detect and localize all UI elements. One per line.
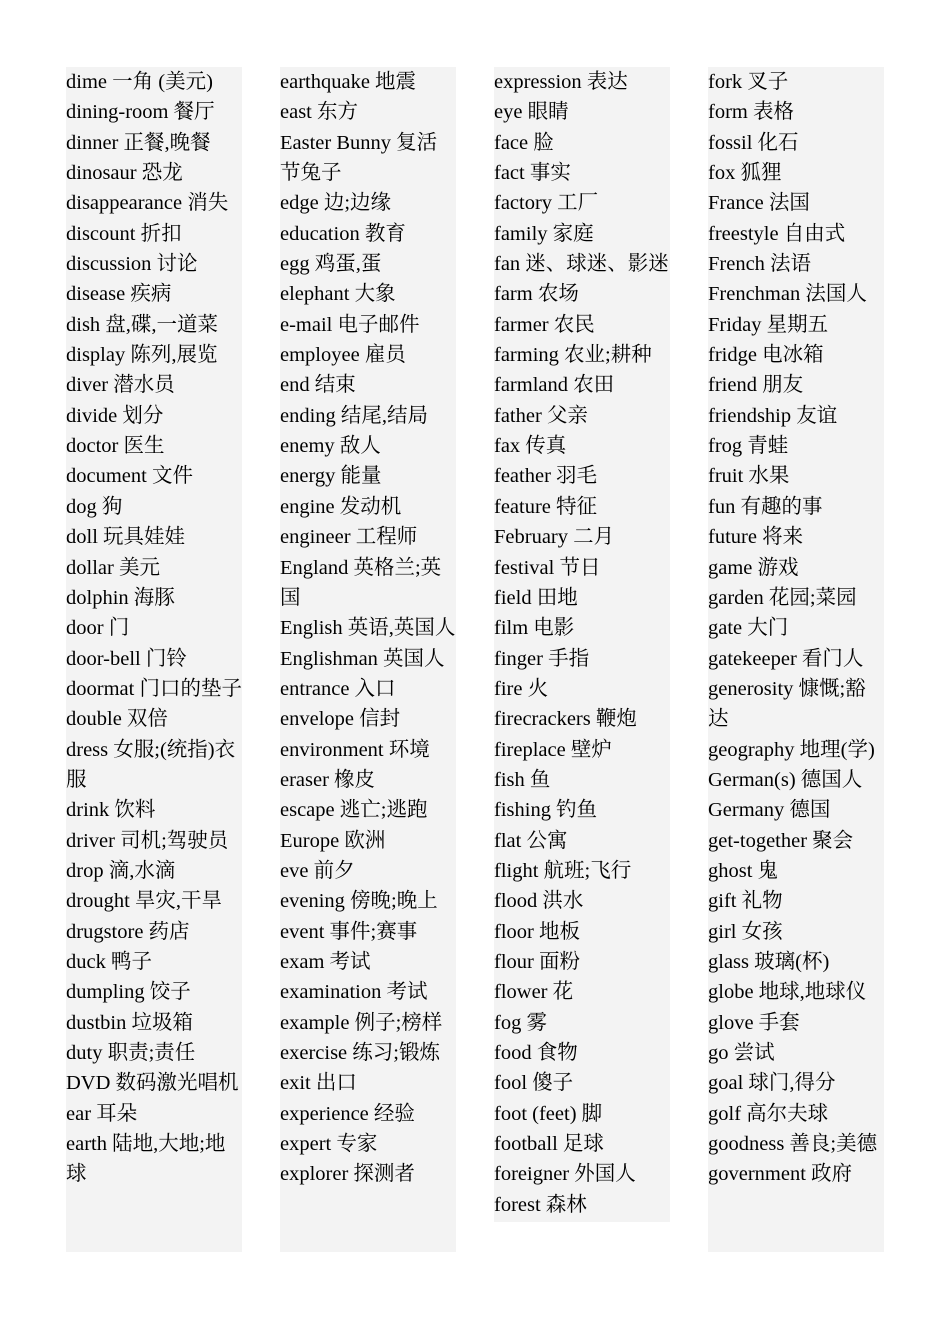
vocab-entry: example 例子;榜样	[280, 1011, 443, 1034]
vocab-entry: government 政府	[708, 1163, 853, 1186]
vocab-entry: dinosaur 恐龙	[66, 162, 183, 185]
vocab-entry: entrance 入口	[280, 677, 396, 700]
vocab-entry: explorer 探测者	[280, 1163, 415, 1186]
vocab-entry: dining-room 餐厅	[66, 101, 215, 124]
vocab-entry: fact 事实	[494, 162, 571, 185]
vocab-entry: dolphin 海豚	[66, 586, 175, 609]
vocab-entry: floor 地板	[494, 920, 580, 943]
vocab-entry: gatekeeper 看门人	[708, 647, 864, 670]
vocab-entry: divide 划分	[66, 404, 164, 427]
vocab-entry: golf 高尔夫球	[708, 1102, 829, 1125]
vocab-entry: farmland 农田	[494, 374, 615, 397]
vocab-entry: drop 滴,水滴	[66, 859, 176, 882]
vocab-entry: garden 花园;菜园	[708, 586, 857, 609]
vocab-entry: eve 前夕	[280, 859, 355, 882]
vocab-entry: dollar 美元	[66, 556, 160, 579]
vocab-entry: duty 职责;责任	[66, 1042, 196, 1064]
vocab-entry: east 东方	[280, 101, 358, 124]
vocab-entry: future 将来	[708, 526, 804, 549]
vocab-entry: foreigner 外国人	[494, 1163, 636, 1186]
vocab-entry: doll 玩具娃娃	[66, 526, 186, 549]
vocab-entry: German(s) 德国人	[708, 768, 863, 791]
vocab-entry: friendship 友谊	[708, 404, 838, 427]
vocab-entry: February 二月	[494, 526, 615, 549]
vocab-entry: glove 手套	[708, 1011, 800, 1034]
vocab-entry: family 家庭	[494, 222, 594, 245]
vocab-entry: fork 叉子	[708, 71, 789, 93]
vocab-entry: dime 一角 (美元)	[66, 71, 213, 93]
vocab-entry: foot (feet) 脚	[494, 1102, 603, 1125]
word-column-4	[708, 67, 884, 1252]
vocab-entry: disease 疾病	[66, 283, 172, 306]
vocab-entry: Europe 欧洲	[280, 829, 386, 852]
vocab-entry: engine 发动机	[280, 495, 402, 518]
vocab-entry: fog 雾	[494, 1011, 547, 1034]
vocab-entry: discount 折扣	[66, 222, 182, 245]
vocab-entry: feature 特征	[494, 495, 598, 518]
vocab-entry: forest 森林	[494, 1193, 587, 1216]
vocab-entry: gate 大门	[708, 617, 789, 640]
vocab-entry: fireplace 壁炉	[494, 738, 612, 761]
vocab-entry: French 法语	[708, 253, 812, 276]
vocab-entry: evening 傍晚;晚上	[280, 890, 438, 913]
vocab-entry: employee 雇员	[280, 344, 406, 367]
vocab-entry: end 结束	[280, 374, 356, 397]
vocab-entry: go 尝试	[708, 1042, 775, 1064]
vocab-entry: fridge 电冰箱	[708, 344, 824, 367]
vocab-entry: friend 朋友	[708, 374, 804, 397]
vocab-entry: dress 女服;(统指)衣服	[66, 738, 236, 791]
vocab-entry: expression 表达	[494, 71, 628, 93]
vocab-entry: energy 能量	[280, 465, 382, 488]
vocab-entry: fire 火	[494, 677, 549, 700]
vocab-entry: fax 传真	[494, 435, 567, 458]
word-column-3	[494, 67, 670, 1222]
vocab-entry: door 门	[66, 617, 130, 640]
vocab-entry: edge 边;边缘	[280, 192, 392, 215]
vocab-entry: flour 面粉	[494, 950, 580, 973]
vocab-entry: exit 出口	[280, 1072, 357, 1095]
vocab-entry: Germany 德国	[708, 799, 831, 822]
vocab-entry: dish 盘,碟,一道菜	[66, 313, 219, 336]
vocab-entry: film 电影	[494, 617, 575, 640]
vocab-entry: factory 工厂	[494, 192, 599, 215]
vocab-entry: farm 农场	[494, 283, 579, 306]
vocab-entry: farming 农业;耕种	[494, 344, 652, 367]
vocab-entry: flower 花	[494, 981, 574, 1004]
vocab-entry: flood 洪水	[494, 890, 584, 913]
vocab-entry: fun 有趣的事	[708, 495, 823, 518]
vocab-entry: fish 鱼	[494, 768, 551, 791]
vocab-entry: education 教育	[280, 222, 406, 245]
vocab-entry: dinner 正餐,晚餐	[66, 131, 211, 154]
vocab-entry: doormat 门口的垫子	[66, 677, 242, 700]
vocab-entry: freestyle 自由式	[708, 222, 846, 245]
vocab-entry: frog 青蛙	[708, 435, 789, 458]
vocab-entry: drought 旱灾,干旱	[66, 890, 223, 913]
vocab-entry: document 文件	[66, 465, 193, 488]
vocab-entry: finger 手指	[494, 647, 590, 670]
vocab-entry: girl 女孩	[708, 920, 783, 943]
vocab-entry: flat 公寓	[494, 829, 568, 852]
vocab-entry: enemy 敌人	[280, 435, 381, 458]
vocab-entry: disappearance 消失	[66, 192, 229, 215]
vocab-entry: dog 狗	[66, 495, 123, 518]
vocab-entry: exam 考试	[280, 950, 371, 973]
vocab-entry: England 英格兰;英国	[280, 556, 442, 609]
vocab-entry: fox 狐狸	[708, 162, 782, 185]
vocab-entry: fossil 化石	[708, 131, 799, 154]
vocab-entry: father 父亲	[494, 404, 588, 427]
word-column-2	[280, 67, 456, 1252]
vocab-entry: earthquake 地震	[280, 71, 417, 93]
vocab-entry: Easter Bunny 复活节兔子	[280, 131, 438, 185]
vocab-entry: event 事件;赛事	[280, 920, 418, 943]
vocab-entry: glass 玻璃(杯)	[708, 950, 830, 973]
vocab-entry: drink 饮料	[66, 799, 156, 822]
vocab-entry: expert 专家	[280, 1133, 378, 1156]
vocab-entry: double 双倍	[66, 708, 168, 731]
vocab-entry: English 英语,英国人	[280, 617, 456, 640]
vocab-entry: DVD 数码激光唱机	[66, 1072, 239, 1095]
vocab-entry: e-mail 电子邮件	[280, 313, 420, 336]
vocab-entry: envelope 信封	[280, 708, 401, 731]
vocab-entry: dumpling 饺子	[66, 981, 191, 1004]
vocab-entry: farmer 农民	[494, 313, 595, 336]
vocab-entry: field 田地	[494, 586, 578, 609]
vocab-entry: drugstore 药店	[66, 920, 190, 943]
vocab-entry: door-bell 门铃	[66, 647, 187, 670]
vocab-entry: elephant 大象	[280, 283, 396, 306]
vocab-entry: engineer 工程师	[280, 526, 418, 549]
vocab-entry: Englishman 英国人	[280, 647, 445, 670]
vocab-entry: France 法国	[708, 192, 810, 215]
vocab-entry: goal 球门,得分	[708, 1072, 836, 1095]
vocab-entry: eraser 橡皮	[280, 768, 376, 791]
vocab-entry: ear 耳朵	[66, 1102, 138, 1125]
vocab-entry: discussion 讨论	[66, 253, 198, 276]
vocab-entry: face 脸	[494, 131, 554, 154]
vocab-entry: festival 节日	[494, 556, 601, 579]
vocab-entry: goodness 善良;美德	[708, 1133, 878, 1156]
vocab-entry: examination 考试	[280, 981, 428, 1004]
vocab-entry: feather 羽毛	[494, 465, 598, 488]
vocab-entry: duck 鸭子	[66, 950, 152, 973]
vocab-entry: doctor 医生	[66, 435, 165, 458]
vocab-entry: egg 鸡蛋,蛋	[280, 253, 382, 276]
vocab-entry: Frenchman 法国人	[708, 283, 867, 306]
vocab-entry: generosity 慷慨;豁达	[708, 677, 866, 731]
vocab-entry: ending 结尾,结局	[280, 404, 429, 427]
vocab-entry: geography 地理(学)	[708, 738, 875, 761]
vocab-entry: ghost 鬼	[708, 859, 779, 882]
vocab-entry: escape 逃亡;逃跑	[280, 799, 428, 822]
vocab-entry: fruit 水果	[708, 465, 790, 488]
vocab-entry: food 食物	[494, 1042, 578, 1064]
vocab-entry: exercise 练习;锻炼	[280, 1042, 440, 1064]
vocab-entry: globe 地球,地球仪	[708, 981, 867, 1004]
vocab-entry: display 陈列,展览	[66, 344, 218, 367]
vocab-entry: fan 迷、球迷、影迷	[494, 253, 669, 276]
vocab-entry: fishing 钓鱼	[494, 799, 598, 822]
vocab-entry: driver 司机;驾驶员	[66, 829, 229, 852]
vocab-entry: experience 经验	[280, 1102, 415, 1125]
vocab-entry: firecrackers 鞭炮	[494, 708, 637, 731]
vocab-entry: football 足球	[494, 1133, 604, 1156]
vocab-entry: diver 潜水员	[66, 374, 175, 397]
vocab-entry: environment 环境	[280, 738, 430, 761]
vocab-entry: eye 眼睛	[494, 101, 569, 124]
vocab-entry: fool 傻子	[494, 1072, 574, 1095]
vocab-entry: get-together 聚会	[708, 829, 854, 852]
vocab-entry: Friday 星期五	[708, 313, 829, 336]
vocab-entry: dustbin 垃圾箱	[66, 1011, 193, 1034]
vocab-entry: form 表格	[708, 101, 794, 124]
vocab-entry: game 游戏	[708, 556, 799, 579]
vocab-entry: earth 陆地,大地;地球	[66, 1133, 226, 1186]
word-column-1	[66, 67, 242, 1252]
vocab-entry: flight 航班;飞行	[494, 859, 632, 882]
vocab-entry: gift 礼物	[708, 890, 783, 913]
